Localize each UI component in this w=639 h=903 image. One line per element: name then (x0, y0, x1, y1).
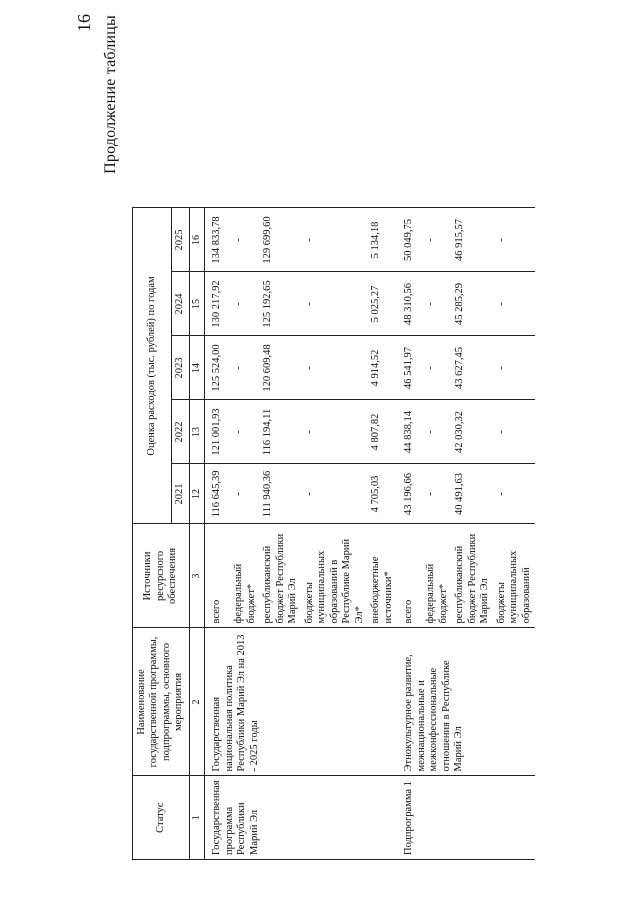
value-cell: 125 524,00 (205, 336, 232, 400)
table-row (205, 208, 232, 860)
header-year: 2023 (172, 336, 190, 400)
value-cell: - (423, 272, 452, 336)
value-cell: - (494, 208, 536, 272)
table-row (397, 208, 423, 860)
value-cell: - (231, 336, 260, 400)
table-body (205, 208, 536, 860)
header-year: 2021 (172, 464, 190, 524)
continuation-title: Продолжение таблицы (102, 15, 119, 174)
column-number: 3 (189, 524, 205, 628)
column-number: 16 (189, 208, 205, 272)
header-year: 2025 (172, 208, 190, 272)
value-cell: - (494, 272, 536, 336)
value-cell: - (231, 400, 260, 464)
value-cell: 46 915,57 (452, 208, 494, 272)
value-cell: - (494, 464, 536, 524)
rotated-page (74, 0, 600, 860)
program-name-cell: Этнокультурное развитие, межнациональные и межконфессиональные отношения в Республике Марий Эл (397, 628, 535, 776)
value-cell: 111 940,36 (260, 464, 302, 524)
value-cell: 43 627,45 (452, 336, 494, 400)
header-status: Статус (133, 776, 190, 860)
value-cell: 5 134,18 (368, 208, 397, 272)
header-name: Наименование государственной программы, подпрограммы, основного мероприятия (133, 628, 190, 776)
source-cell: федеральный бюджет* (231, 524, 260, 628)
value-cell: 45 285,29 (452, 272, 494, 336)
value-cell: 4 807,82 (368, 400, 397, 464)
value-cell: 125 192,65 (260, 272, 302, 336)
value-cell: - (302, 272, 369, 336)
value-cell: 120 609,48 (260, 336, 302, 400)
value-cell: - (302, 464, 369, 524)
value-cell: 116 645,39 (205, 464, 232, 524)
value-cell: - (423, 208, 452, 272)
value-cell: - (231, 464, 260, 524)
value-cell: - (494, 336, 536, 400)
source-cell: федеральный бюджет* (423, 524, 452, 628)
value-cell: 40 491,63 (452, 464, 494, 524)
source-cell: бюджеты муниципальных образований в Республике Марий Эл* (302, 524, 369, 628)
header-year: 2024 (172, 272, 190, 336)
value-cell: - (302, 336, 369, 400)
value-cell: - (302, 400, 369, 464)
value-cell: 116 194,11 (260, 400, 302, 464)
column-number: 1 (189, 776, 205, 860)
header-column-numbers (189, 208, 205, 860)
header-sources: Источники ресурсного обеспечения (133, 524, 190, 628)
column-number: 15 (189, 272, 205, 336)
source-cell: всего (397, 524, 423, 628)
value-cell: 129 699,60 (260, 208, 302, 272)
value-cell: 121 001,93 (205, 400, 232, 464)
expense-table (132, 207, 535, 860)
source-cell: бюджеты муниципальных образований (494, 524, 536, 628)
status-cell: Государственная программа Республики Марий Эл (205, 776, 398, 860)
value-cell: 4 914,52 (368, 336, 397, 400)
value-cell: 43 196,66 (397, 464, 423, 524)
source-cell: республиканский бюджет Республики Марий Эл (452, 524, 494, 628)
column-number: 2 (189, 628, 205, 776)
value-cell: 5 025,27 (368, 272, 397, 336)
header-estimate: Оценка расходов (тыс. рублей) по годам (133, 208, 172, 524)
header-year: 2022 (172, 400, 190, 464)
column-number: 14 (189, 336, 205, 400)
value-cell: - (302, 208, 369, 272)
value-cell: - (423, 464, 452, 524)
value-cell: 130 217,92 (205, 272, 232, 336)
page-number: 16 (74, 14, 94, 32)
value-cell: - (231, 208, 260, 272)
value-cell: 134 833,78 (205, 208, 232, 272)
value-cell: 44 838,14 (397, 400, 423, 464)
value-cell: 48 310,56 (397, 272, 423, 336)
value-cell: 46 541,97 (397, 336, 423, 400)
column-number: 13 (189, 400, 205, 464)
column-number: 12 (189, 464, 205, 524)
status-cell: Подпрограмма 1 (397, 776, 535, 860)
value-cell: - (423, 400, 452, 464)
header-row-1 (133, 208, 172, 860)
value-cell: - (423, 336, 452, 400)
value-cell: - (494, 400, 536, 464)
value-cell: 4 705,03 (368, 464, 397, 524)
source-cell: внебюджетные источники* (368, 524, 397, 628)
value-cell: - (231, 272, 260, 336)
source-cell: республиканский бюджет Республики Марий Эл (260, 524, 302, 628)
source-cell: всего (205, 524, 232, 628)
program-name-cell: Государственная национальная политика Республики Марий Эл на 2013 - 2025 годы (205, 628, 398, 776)
value-cell: 42 030,32 (452, 400, 494, 464)
value-cell: 50 049,75 (397, 208, 423, 272)
